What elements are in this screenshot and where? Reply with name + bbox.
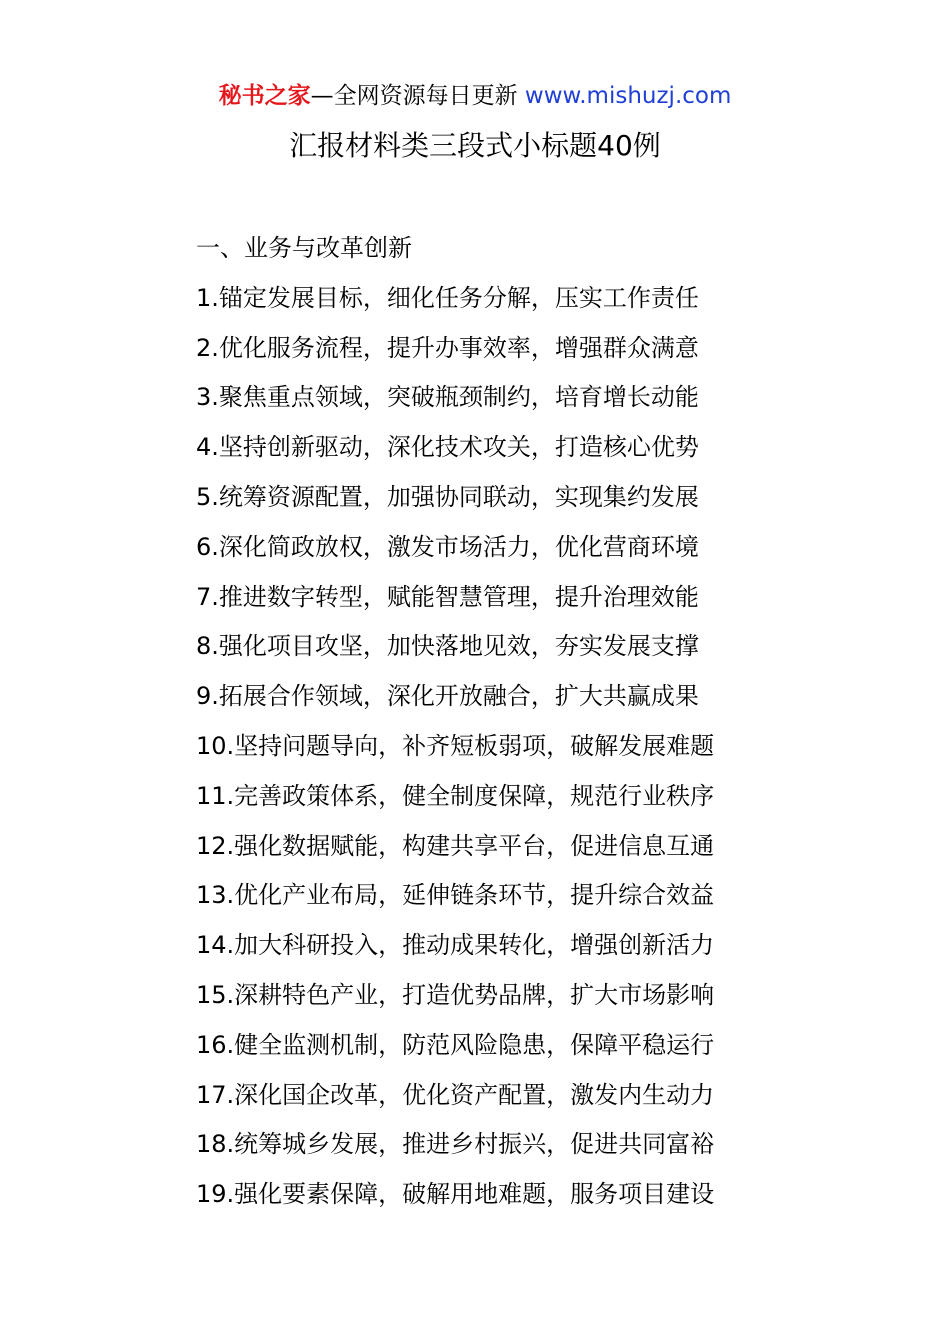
list-item: 5.统筹资源配置，加强协同联动，实现集约发展 [196,482,699,511]
list-item: 17.深化国企改革，优化资产配置，激发内生动力 [196,1080,715,1109]
list-item: 15.深耕特色产业，打造优势品牌，扩大市场影响 [196,980,715,1009]
site-tagline: —全网资源每日更新 [310,83,518,109]
document-title: 汇报材料类三段式小标题40例 [289,129,661,162]
list-item: 9.拓展合作领域，深化开放融合，扩大共赢成果 [196,682,699,711]
document-body [196,224,896,1220]
list-item: 4.坚持创新驱动，深化技术攻关，打造核心优势 [196,433,699,462]
site-header [0,80,950,112]
list-item: 14.加大科研投入，推动成果转化，增强创新活力 [196,931,715,960]
site-url-link[interactable]: www.mishuzj.com [524,83,732,109]
list-item: 3.聚焦重点领域，突破瓶颈制约，培育增长动能 [196,383,699,412]
list-item: 1.锚定发展目标，细化任务分解，压实工作责任 [196,283,699,312]
list-item: 7.推进数字转型，赋能智慧管理，提升治理效能 [196,582,699,611]
list-item: 10.坚持问题导向，补齐短板弱项，破解发展难题 [196,731,715,760]
list-item: 16.健全监测机制，防范风险隐患，保障平稳运行 [196,1030,715,1059]
list-item: 12.强化数据赋能，构建共享平台，促进信息互通 [196,831,715,860]
subtitle-list [196,274,896,1220]
brand-name: 秘书之家 [218,83,311,109]
list-item: 8.强化项目攻坚，加快落地见效，夯实发展支撑 [196,632,699,661]
list-item: 11.完善政策体系，健全制度保障，规范行业秩序 [196,781,715,810]
section-heading: 一、业务与改革创新 [196,234,412,262]
list-item: 13.优化产业布局，延伸链条环节，提升综合效益 [196,881,715,910]
list-item: 2.优化服务流程，提升办事效率，增强群众满意 [196,333,699,362]
list-item: 6.深化简政放权，激发市场活力，优化营商环境 [196,532,699,561]
list-item: 18.统筹城乡发展，推进乡村振兴，促进共同富裕 [196,1130,715,1159]
list-item: 19.强化要素保障，破解用地难题，服务项目建设 [196,1180,715,1209]
